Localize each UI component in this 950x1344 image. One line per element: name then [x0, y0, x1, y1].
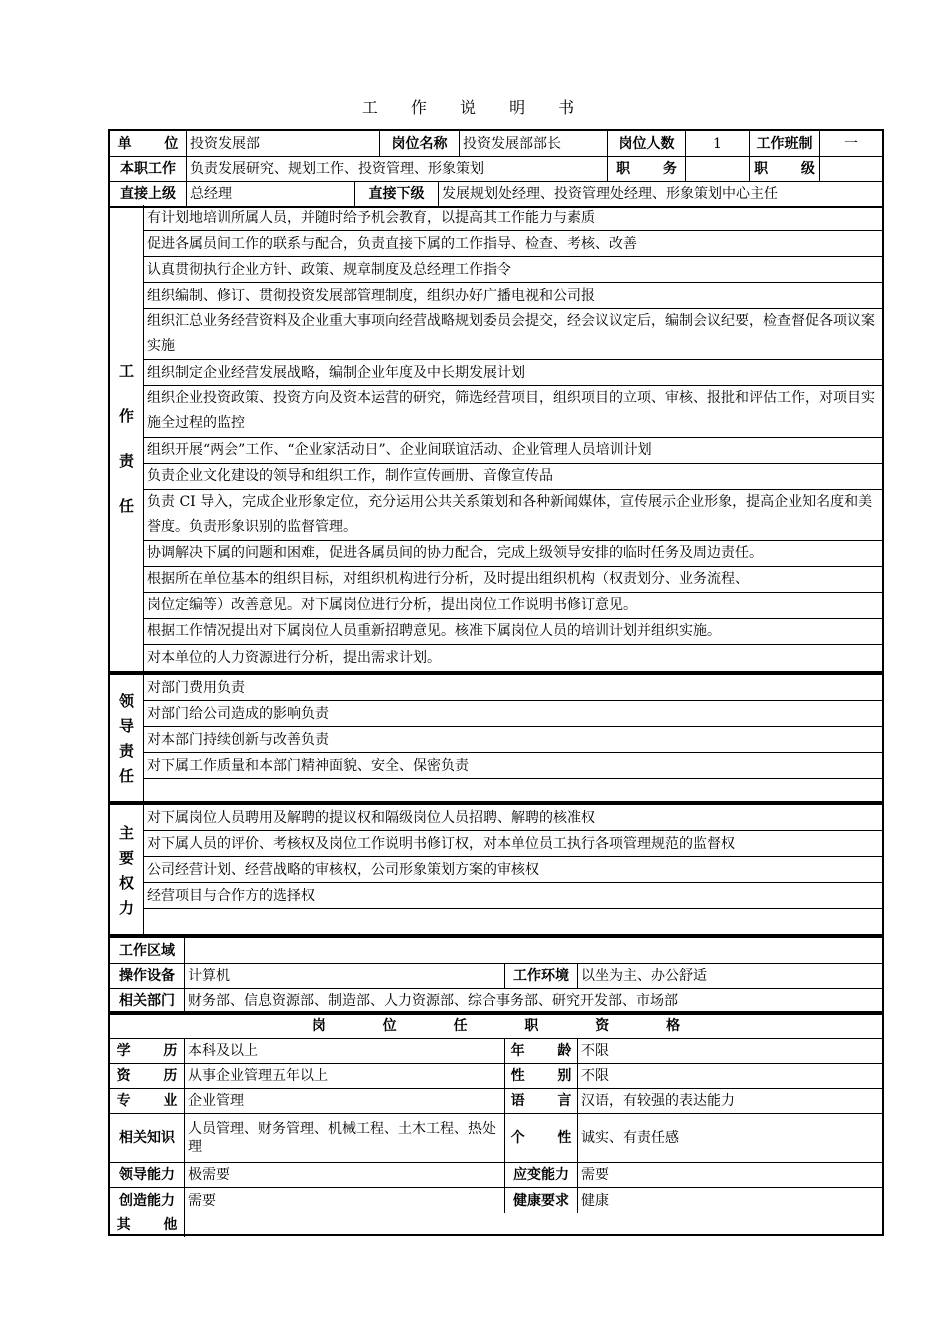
qualification-value: 不限: [581, 1068, 609, 1084]
post-value: 投资发展部部长: [460, 131, 608, 156]
responsibilities-item: 组织汇总业务经营资料及企业重大事项向经营战略规划委员会提交，经会议议定后，编制会议纪要，检查督促各项议案实施: [144, 309, 882, 360]
count-value: 1: [686, 131, 750, 156]
leadership-item: 对下属工作质量和本部门精神面貌、安全、保密负责: [144, 753, 882, 779]
qualification-label: 语 言: [505, 1089, 578, 1113]
responsibilities-item: 组织制定企业经营发展战略，编制企业年度及中长期发展计划: [144, 360, 882, 386]
authority-section: [108, 803, 884, 936]
qualifications-banner: 岗 位 任 职 资 格: [311, 1017, 707, 1034]
qualification-label: 个 性: [505, 1114, 578, 1162]
qualification-row: [110, 1163, 882, 1188]
responsibilities-item: 根据工作情况提出对下属岗位人员重新招聘意见。核准下属岗位人员的培训计划并组织实施。: [144, 619, 882, 645]
authority-item: 公司经营计划、经营战略的审核权，公司形象策划方案的审核权: [144, 857, 882, 883]
qualification-value: 汉语，有较强的表达能力: [581, 1093, 735, 1109]
document-title: 工 作 说 明 书: [361, 98, 589, 117]
qualification-label: 相关知识: [110, 1114, 185, 1162]
responsibilities-label: [110, 205, 144, 671]
related-dept-label: 相关部门: [110, 989, 185, 1013]
qualification-value: 极需要: [185, 1163, 505, 1187]
subordinate-value: 发展规划处经理、投资管理处经理、形象策划中心主任: [442, 186, 778, 202]
qualification-value: 从事企业管理五年以上: [185, 1064, 505, 1088]
equipment-value: 计算机: [185, 964, 505, 988]
post-label: 岗位名称: [380, 131, 460, 156]
responsibilities-item: 有计划地培训所属人员，并随时给予机会教育，以提高其工作能力与素质: [144, 205, 882, 231]
unit-value: 投资发展部: [187, 131, 380, 156]
leadership-label-char: 责: [118, 742, 134, 760]
authority-label-char: 要: [118, 848, 134, 867]
responsibilities-item: 协调解决下属的问题和困难，促进各属员间的协力配合，完成上级领导安排的临时任务及周边责任。: [144, 541, 882, 567]
leadership-label-char: 领: [118, 692, 134, 710]
shift-value: 一: [844, 135, 858, 152]
qualification-value: 人员管理、财务管理、机械工程、土木工程、热处理: [185, 1114, 505, 1162]
leadership-item: 对部门费用负责: [144, 675, 882, 701]
work-area-label: 工作区域: [110, 938, 185, 963]
header-table: [108, 129, 884, 208]
responsibilities-item: 组织编制、修订、贯彻投资发展部管理制度，组织办好广播电视和公司报: [144, 283, 882, 309]
responsibilities-item: 认真贯彻执行企业方针、政策、规章制度及总经理工作指令: [144, 257, 882, 283]
qualification-row: [110, 1089, 882, 1114]
count-label: 岗位人数: [608, 131, 686, 156]
authority-item: 对下属岗位人员聘用及解聘的提议权和隔级岗位人员招聘、解聘的核准权: [144, 805, 882, 831]
qualification-value: 不限: [581, 1043, 609, 1059]
other-value: [185, 1213, 882, 1237]
authority-item: 对下属人员的评价、考核权及岗位工作说明书修订权，对本单位员工执行各项管理规范的监督权: [144, 831, 882, 857]
responsibilities-label-char: 责: [118, 452, 134, 470]
authority-item: 经营项目与合作方的选择权: [144, 883, 882, 909]
qualification-value: 需要: [185, 1188, 505, 1213]
authority-label: [110, 805, 144, 934]
leadership-label-char: 任: [118, 767, 134, 785]
qualifications-table: [108, 1011, 884, 1236]
subordinate-label: 直接下级: [355, 182, 439, 206]
qualification-row: [110, 1188, 882, 1213]
qualification-label: 资 历: [110, 1064, 185, 1088]
unit-label: 单 位: [110, 131, 187, 156]
qualification-label: 年 龄: [505, 1039, 578, 1063]
superior-label: 直接上级: [110, 182, 187, 206]
responsibilities-item: 负责 CI 导入，完成企业形象定位，充分运用公共关系策划和各种新闻媒体，宣传展示企业形象，提高企业知名度和美誉度。负责形象识别的监督管理。: [144, 490, 882, 541]
responsibilities-item: 根据所在单位基本的组织目标，对组织机构进行分析，及时提出组织机构（权责划分、业务流程、: [144, 567, 882, 593]
qualification-value: 本科及以上: [185, 1039, 505, 1063]
responsibilities-item: 负责企业文化建设的领导和组织工作，制作宣传画册、音像宣传品: [144, 464, 882, 490]
qualification-value: 企业管理: [185, 1089, 505, 1113]
environment-label: 工作环境: [505, 964, 578, 988]
duty-value: 负责发展研究、规划工作、投资管理、形象策划: [187, 157, 608, 181]
responsibilities-item: 岗位定编等）改善意见。对下属岗位进行分析，提出岗位工作说明书修订意见。: [144, 593, 882, 619]
qualification-row: [110, 1039, 882, 1064]
authority-label-char: 主: [118, 823, 134, 842]
qualification-label: 学 历: [110, 1039, 185, 1063]
leadership-item: 对部门给公司造成的影响负责: [144, 701, 882, 727]
leadership-section: [108, 673, 884, 803]
authority-label-char: 力: [118, 898, 134, 917]
authority-label-char: 权: [118, 873, 134, 892]
superior-value: 总经理: [187, 182, 355, 206]
environment-value: 以坐为主、办公舒适: [581, 968, 707, 984]
qualification-label: 专 业: [110, 1089, 185, 1113]
related-dept-value: 财务部、信息资源部、制造部、人力资源部、综合事务部、研究开发部、市场部: [188, 993, 678, 1009]
qualification-label: 性 别: [505, 1064, 578, 1088]
environment-table: [108, 936, 884, 1015]
responsibilities-section: [108, 205, 884, 673]
shift-label: 工作班制: [750, 131, 820, 156]
qualification-label: 创造能力: [110, 1188, 185, 1213]
leadership-label-char: 导: [118, 717, 134, 735]
duty-label: 本职工作: [110, 157, 187, 181]
responsibilities-label-char: 任: [118, 497, 134, 515]
leadership-item: 对本部门持续创新与改善负责: [144, 727, 882, 753]
responsibilities-item: 组织企业投资政策、投资方向及资本运营的研究，筛选经营项目，组织项目的立项、审核、报批和评估工作，对项目实施全过程的监控: [144, 386, 882, 437]
responsibilities-label-char: 工: [118, 362, 134, 380]
qualification-row: [110, 1114, 882, 1163]
grade-label: 职 级: [750, 157, 820, 181]
work-area-value: [185, 938, 882, 963]
leadership-label: [110, 675, 144, 801]
responsibilities-item: 促进各属员间工作的联系与配合，负责直接下属的工作指导、检查、考核、改善: [144, 231, 882, 257]
qualification-value: 需要: [581, 1167, 609, 1183]
qualification-label: 领导能力: [110, 1163, 185, 1187]
qualification-value: 健康: [581, 1192, 609, 1209]
equipment-label: 操作设备: [110, 964, 185, 988]
qualification-label: 健康要求: [505, 1188, 578, 1213]
responsibilities-item: 组织开展“两会”工作、“企业家活动日”、企业间联谊活动、企业管理人员培训计划: [144, 438, 882, 464]
qualification-row: [110, 1064, 882, 1089]
title-label: 职 务: [608, 157, 686, 181]
other-label: 其 他: [110, 1213, 185, 1237]
qualification-label: 应变能力: [505, 1163, 578, 1187]
responsibilities-label-char: 作: [118, 407, 134, 425]
grade-value: [820, 157, 882, 181]
qualification-value: 诚实、有责任感: [581, 1130, 679, 1146]
responsibilities-item: 对本单位的人力资源进行分析，提出需求计划。: [147, 649, 441, 666]
leadership-item: [144, 779, 882, 801]
authority-item: [144, 909, 882, 934]
